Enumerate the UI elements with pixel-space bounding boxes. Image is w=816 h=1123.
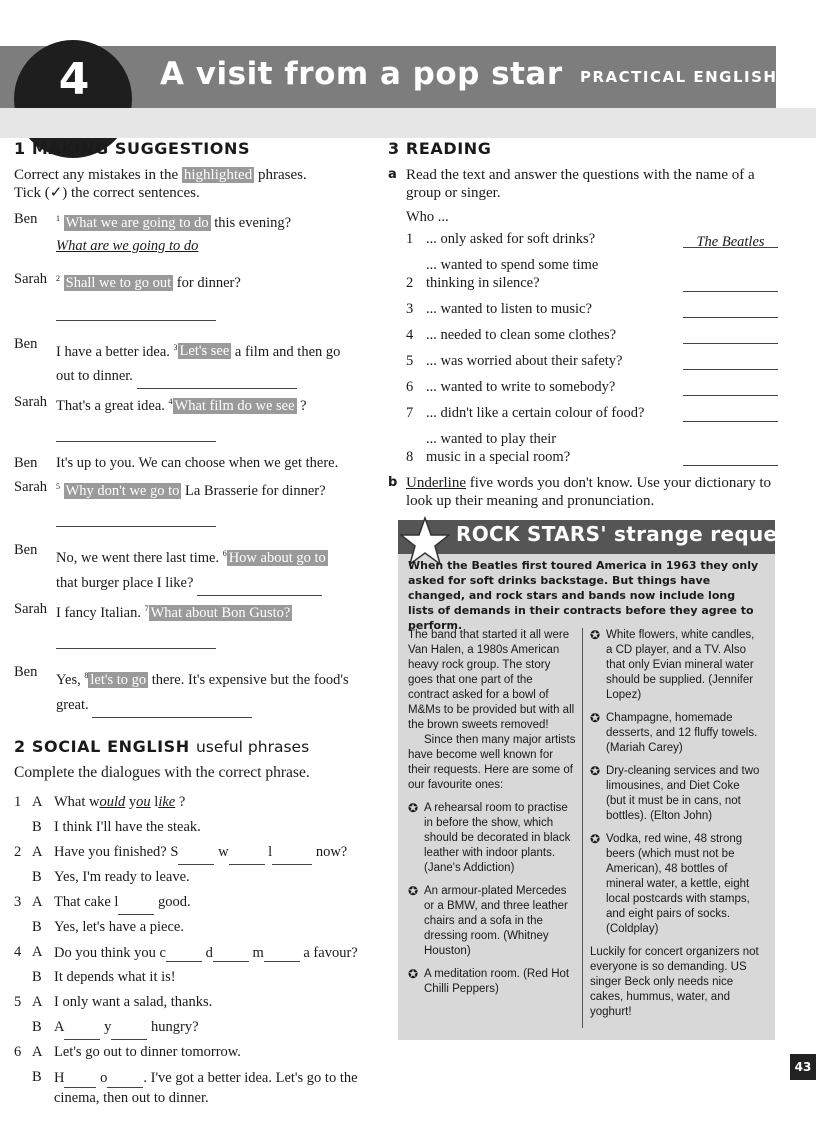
reading-instruction-b: b Underline five words you don't know. Use your dictionary to look up their meaning and pronunciation. <box>388 475 772 509</box>
answer-line[interactable] <box>213 947 249 962</box>
answer-line[interactable] <box>92 703 252 718</box>
dialogue-line: Sarah $^5$ Why don't we go to La Brasserie for dinner? <box>14 478 359 527</box>
page-number: 43 <box>790 1054 816 1080</box>
who-label: Who ... <box>406 209 449 225</box>
request-item: ✪ An armour-plated Mercedes or a BMW, and three leather chairs and a sofa in the dressing room. (Whitney Houston) <box>408 884 568 957</box>
request-item: ✪ A meditation room. (Red Hot Chilli Peppers) <box>408 967 570 995</box>
bullet-icon: ✪ <box>408 967 419 981</box>
dialogue-line: Ben $^1$ What we are going to do this evening? What are we going to do <box>14 211 292 254</box>
answer-line[interactable] <box>178 850 214 865</box>
answer-blank[interactable]: The Beatles <box>683 233 778 248</box>
answer-line[interactable] <box>137 374 297 389</box>
answer-blank[interactable] <box>683 355 778 370</box>
bullet-icon: ✪ <box>590 764 601 778</box>
dialogue-line: Ben Yes, $^8$ let's to go there. It's expensive but the food's great. <box>14 663 359 718</box>
bullet-icon: ✪ <box>408 801 419 815</box>
section2-heading: 2 SOCIAL ENGLISH useful phrases <box>14 736 310 756</box>
answer-line[interactable] <box>64 1025 100 1040</box>
article-right-column <box>590 628 760 1028</box>
reading-instruction-a: a Read the text and answer the questions with the name of a group or singer. <box>388 167 755 201</box>
request-item: ✪ A rehearsal room to practise in before the show, which should be decorated in black leather with indoor plants. (Jane's Addiction) <box>408 801 571 874</box>
answer-blank[interactable] <box>683 451 778 466</box>
unit-number: 4 <box>58 54 90 105</box>
answer-blank[interactable] <box>683 303 778 318</box>
request-item: ✪ Champagne, homemade desserts, and 12 fluffy towels. (Mariah Carey) <box>590 711 758 754</box>
answer-line[interactable] <box>272 850 312 865</box>
answer-blank[interactable] <box>683 381 778 396</box>
dialogue-line: Ben No, we went there last time. $^6$ How about go to that burger place I like? <box>14 541 359 596</box>
dialogue-line: Ben It's up to you. We can choose when we get there. <box>14 455 339 472</box>
answer-line[interactable] <box>56 306 216 321</box>
answer-line[interactable] <box>56 512 216 527</box>
answer-blank[interactable] <box>683 329 778 344</box>
dialogue-line: Sarah I fancy Italian. $^7$ What about Bon Gusto? <box>14 600 359 649</box>
answer-line[interactable] <box>56 634 216 649</box>
article-intro: When the Beatles first toured America in 1963 they only asked for soft drinks backstage. But things have changed, and rock stars and bands now include long lists of demands in their contracts before they agree to perform. <box>408 559 759 632</box>
dialogue-line: Sarah That's a great idea. $^4$ What film do we see ? <box>14 393 359 442</box>
answer-line[interactable] <box>197 581 322 596</box>
answer-line[interactable] <box>229 850 265 865</box>
section-tag: PRACTICAL ENGLISH <box>580 68 778 86</box>
bullet-icon: ✪ <box>590 628 601 642</box>
section1-heading: 1 MAKING SUGGESTIONS <box>14 139 251 158</box>
faded-background-strip <box>0 108 816 138</box>
answer-line[interactable] <box>56 427 216 442</box>
question-list: 1 ... only asked for soft drinks? The Beatles 2 ... wanted to spend some time thinking in silence? 3 ... wanted to listen to music? 4 ... needed to clean some clothes? 5 ... was worried about their safety? 6 ... wanted to write to somebody? 7 ... didn't like a certain colour of food? 8 ... wanted to play their music in a special room? <box>406 230 778 466</box>
column-divider <box>582 628 583 1028</box>
right-column <box>388 140 778 510</box>
answer-line[interactable] <box>107 1073 143 1088</box>
article-title: ROCK STARS' strange requests <box>456 522 812 546</box>
bullet-icon: ✪ <box>408 884 419 898</box>
bullet-icon: ✪ <box>590 711 601 725</box>
article-closing: Luckily for concert organizers not everyone is so demanding. US singer Beck only needs nice cakes, hummus, water, and yoghurt! <box>590 946 759 1018</box>
dialogue-line: Ben I have a better idea. $^3$ Let's see a film and then go out to dinner. <box>14 335 359 390</box>
handwritten-answer: What are we going to do <box>56 237 199 254</box>
dialogue-line: Sarah $^2$ Shall we to go out for dinner? <box>14 270 359 321</box>
request-item: ✪ Vodka, red wine, 48 strong beers (which must not be American), 48 bottles of mineral water, a kettle, eight local postcards with stamps, and eight pairs of socks. (Coldplay) <box>590 832 750 935</box>
left-column <box>14 140 359 1108</box>
section3-heading: 3 READING <box>388 139 492 158</box>
section2-instruction: Complete the dialogues with the correct phrase. <box>14 763 310 781</box>
answer-line[interactable] <box>118 900 154 915</box>
request-item: ✪ White flowers, white candles, a CD player, and a TV. Also that only Evian mineral water should be supplied. (Jennifer Lopez) <box>590 628 755 701</box>
page-title: A visit from a pop star <box>160 56 563 92</box>
request-item: ✪ Dry-cleaning services and two limousines, and Diet Coke (but it must be in cans, not bottles). (Elton John) <box>590 764 760 822</box>
answer-line[interactable] <box>111 1025 147 1040</box>
answer-blank[interactable] <box>683 277 778 292</box>
section1-instruction: Correct any mistakes in the highlighted phrases. Tick (✓) the correct sentences. <box>14 167 307 201</box>
bullet-icon: ✪ <box>590 832 601 846</box>
article-left-column: The band that started it all were Van Halen, a 1980s American heavy rock group. The story goes that one part of the contract asked for a bowl of M&Ms to be provided but with all the brown sweets removed! Since then many major artists have become well known for their requests. Here are some of our favourite ones: ✪ A rehearsal room to practise in before the show, which should be decorated in black leather with indoor plants. (Jane's Addiction) ✪ An armour-plated Mercedes or a BMW, and three leather chairs and a sofa in the dressing room. (Whitney Houston) ✪ A meditation room. (Red Hot Chilli Peppers) <box>408 629 576 995</box>
answer-line[interactable] <box>264 947 300 962</box>
social-english-exercise: 1 A What would you like ? B I think I'll have the steak. 2 A Have you finished? S w l now? B Yes, I'm ready to leave. 3 A That cake l good. B Yes, let's have a piece. 4 A Do you think you c d m a favour? B It depends what it is! 5 A I only want a salad, thanks. B A y hungry? 6 A Let's go out to dinner tomorrow. B H o . I've got a better idea. Let's go to the cinema, then out to dinner. <box>14 793 358 1106</box>
answer-line[interactable] <box>166 947 202 962</box>
answer-blank[interactable] <box>683 407 778 422</box>
top-margin <box>0 0 816 36</box>
answer-line[interactable] <box>64 1073 96 1088</box>
